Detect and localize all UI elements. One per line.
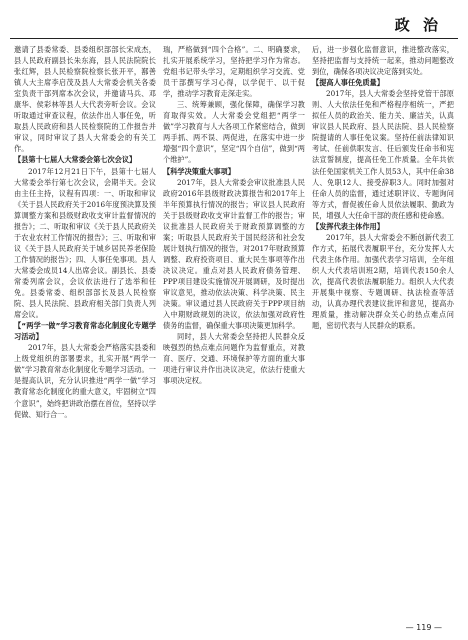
body-paragraph: 2017年12月21日下午，县第十七届人大常委会举行第七次会议，会期半天。会议由主任主持，议程有四项：一、听取和审议《关于县人民政府关于2016年度预决算及预算调整方案和县级财政收支审计监督情况的报告》；二、听取和审议《关于县人民政府关于农业农村工作情况的报告》；三、听取和审议《关于县人民政府关于城乡居民养老保险工作情况的报告》；四、人事任免事项。县人大常委会成员14人出席会议。副县长、县委常委列席会议，会议依法进行了选举和任免。县委常委、组织部部长及县人民检察院、县人民法院、县政府相关部门负责人列席会议。 [14, 166, 156, 320]
running-head-title: 政 治 [394, 16, 442, 34]
header-rule [10, 38, 458, 39]
body-paragraph: 2017年，县人大常委会严格落实县委和上级党组织的部署要求，扎实开展“两学一做”学习教育常态化制度化专题学习活动。一是提高认识，充分认识推进“两学一做”学习教育常态化制度化的重大意义，牢固树立“四个意识”，始终把讲政治摆在首位，坚持以学促做、知行合一。 [14, 343, 156, 419]
body-paragraph: 2017年，县人大常委会不断创新代表工作方式，拓展代表履职平台，充分发挥人大代表主体作用。加强代表学习培训，全年组织人大代表培训班2期，培训代表150余人次，提高代表依法履职能力。组织人大代表开展集中视察、专题调研、执法检查等活动，认真办理代表建议批评和意见，提高办理质量，推动解决群众关心的热点难点问题，密切代表与人民群众的联系。 [312, 232, 454, 331]
body-paragraph: 2017年，县人大常委会坚持党管干部原则、人大依法任免和严格程序相统一，严把拟任人员的政治关、能力关、廉洁关，认真审议县人民政府、县人民法院、县人民检察院提请的人事任免议案。坚持任前法律知识考试、任前供职发言、任后颁发任命书和宪法宣誓制度，提高任免工作质量。全年共依法任免国家机关工作人员53人，其中任命38人、免职12人、接受辞职3人。同时加强对任命人员的监督，通过述职评议、专题询问等方式，督促被任命人员依法履职、勤政为民，增强人大任命干部的责任感和使命感。 [312, 89, 454, 220]
page-number: — 119 — [405, 623, 442, 632]
body-paragraph: 2017年，县人大常委会审议批准县人民政府2016年县级财政决算报告和2017年上半年预算执行情况的报告；审议县人民政府关于县级财政收支审计监督工作的报告；审议批准县人民政府关于财政预算调整的方案；听取县人民政府关于国民经济和社会发展计划执行情况的报告，对2017年财政预算调整、政府投资项目、重大民生事项等作出决议决定。重点对县人民政府债务管理、PPP项目建设实施情况开展调研，及时提出审议意见，推动依法决策、科学决策、民主决策。审议通过县人民政府关于PPP项目纳入中期财政规划的决议，依法加强对政府性债务的监督，确保重大事项决策更加科学。 [163, 177, 305, 331]
body-paragraph: 同时，县人大常委会坚持把人民群众反映强烈的热点难点问题作为监督重点，对教育、医疗、交通、环境保护等方面的重大事项进行审议并作出决议决定，依法行使重大事项决定权。 [163, 332, 305, 386]
section-heading: 【提高人事任免质量】 [312, 78, 384, 88]
section-heading: 【“两学一做”学习教育常态化制度化专题学习活动】 [14, 321, 156, 342]
section-heading: 【发挥代表主体作用】 [312, 221, 384, 231]
section-heading: 【科学决策重大事项】 [163, 166, 235, 176]
text-column-right [312, 44, 454, 614]
text-column-middle [163, 44, 305, 614]
text-column-left [14, 44, 156, 614]
body-paragraph: 瑞，严格做到“四个合格”。二、明确要求，扎实开展系统学习，坚持把学习作为常态。党组书记带头学习，定期组织学习交流、党员干部撰写学习心得，以学促干、以干促学，推动学习教育走深走实。 [163, 45, 305, 99]
body-paragraph: 邀请了县委常委、县委组织部部长宋成杰，县人民政府副县长朱东海，县人民法院院长张红辉，县人民检察院检察长张开平，鄯善镇人大主席李启茂及县人大常委会机关各委室负责干部列席本次会议，并邀请马兵、邓康华、侯彩林等县人大代表旁听会议。会议听取通过审查议程，依法作出人事任免，听取县人民政府和县人民检察院的工作报告并审议，同时审议了县人大常委会的有关工作。 [14, 45, 156, 154]
section-heading: 【县第十七届人大常委会第七次会议】 [14, 155, 137, 165]
body-paragraph: 后，进一步强化监督意识，推进整改落实，坚持把监督与支持统一起来，推动问题整改到位，确保各项决议决定落到实处。 [312, 45, 454, 77]
body-paragraph: 三、统筹兼顾，强化保障，确保学习教育取得实效。人大常委会党组把“两学一做”学习教育与人大各项工作紧密结合，做到两手抓、两不误、两促进，在落实中进一步增强“四个意识”，坚定“四个自信”，做到“两个维护”。 [163, 100, 305, 165]
